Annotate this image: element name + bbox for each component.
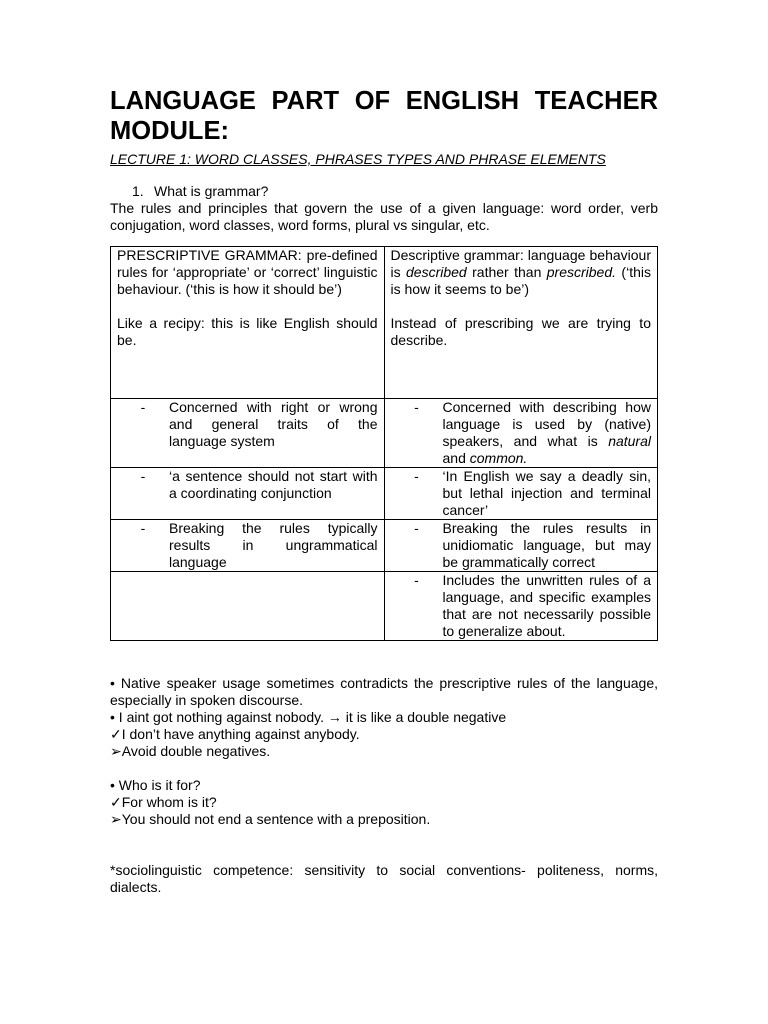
dash-item	[117, 399, 378, 450]
note-double-negative-example: • I aint got nothing against nobody. → it is like a double negative	[110, 709, 507, 725]
table-row-intro	[111, 247, 658, 399]
item-text	[443, 399, 652, 467]
emphasis-common: common.	[469, 450, 528, 466]
emphasis-prescribed: prescribed.	[546, 264, 617, 280]
text-run: Descriptive grammar: language behaviour is	[390, 247, 651, 280]
text-run: (‘this is how it seems to be’)	[390, 264, 651, 297]
prescriptive-definition: PRESCRIPTIVE GRAMMAR: pre-defined rules for ‘appropriate’ or ‘correct’ linguistic behaviour. (‘this is how it should be’)	[117, 247, 378, 297]
dash-item	[391, 520, 652, 571]
note-whom-form: ✓For whom is it?	[110, 794, 217, 810]
note-sociolinguistic: *sociolinguistic competence: sensitivity to social conventions- politeness, norms, dialects.	[110, 862, 658, 895]
table-cell-left-empty	[111, 572, 385, 641]
dash-bullet: -	[414, 572, 419, 588]
note-rule-double-negatives: ➢Avoid double negatives.	[110, 743, 271, 759]
dash-bullet: -	[414, 468, 419, 484]
table-row	[111, 520, 658, 572]
item-text: Breaking the rules typically results in ungrammatical language	[169, 520, 378, 570]
table-row	[111, 399, 658, 468]
lecture-heading: LECTURE 1: WORD CLASSES, PHRASES TYPES AND PHRASE ELEMENTS	[110, 151, 606, 167]
question-text: What is grammar?	[154, 183, 269, 199]
table-cell-right	[384, 399, 658, 468]
table-cell-left	[111, 520, 385, 572]
text-run: Concerned with describing how language is used by (native) speakers, and what is	[442, 399, 651, 449]
descriptive-cell	[384, 247, 658, 399]
item-text: Concerned with right or wrong and general traits of the language system	[169, 399, 378, 449]
descriptive-definition	[391, 247, 652, 298]
note-rule-preposition: ➢You should not end a sentence with a preposition.	[110, 811, 431, 827]
spacer	[110, 828, 658, 862]
dash-item	[117, 520, 378, 571]
dash-bullet: -	[140, 520, 146, 536]
item-text: Breaking the rules results in unidiomatic language, but may be grammatically correct	[442, 520, 651, 570]
table-cell-right	[384, 572, 658, 641]
document-page	[110, 86, 658, 896]
table-cell-right	[384, 520, 658, 572]
item-text: Includes the unwritten rules of a language, and specific examples that are not necessarily possible to generalize about.	[442, 572, 651, 639]
item-text: ‘In English we say a deadly sin, but lethal injection and terminal cancer’	[442, 468, 651, 518]
dash-item	[117, 468, 378, 502]
dash-item	[391, 572, 652, 640]
grammar-definition: The rules and principles that govern the use of a given language: word order, verb conjugation, word classes, word forms, plural vs singular, etc.	[110, 200, 658, 233]
spacer	[110, 760, 658, 777]
table-cell-left	[111, 399, 385, 468]
table-row	[111, 468, 658, 520]
note-correct-form: ✓I don’t have anything against anybody.	[110, 726, 360, 742]
note-native-usage: • Native speaker usage sometimes contradicts the prescriptive rules of the language, especially in spoken discourse.	[110, 675, 658, 708]
note-who-question: • Who is it for?	[110, 777, 201, 793]
dash-item	[391, 399, 652, 467]
table-row	[111, 572, 658, 641]
descriptive-example: Instead of prescribing we are trying to describe.	[390, 315, 651, 348]
emphasis-natural: natural	[608, 433, 651, 449]
table-cell-left	[111, 468, 385, 520]
table-cell-right	[384, 468, 658, 520]
grammar-comparison-table	[110, 246, 658, 641]
text-run: and	[442, 450, 470, 466]
dash-bullet: -	[140, 399, 146, 415]
item-text: ‘a sentence should not start with a coordinating conjunction	[169, 468, 378, 501]
dash-bullet: -	[414, 520, 419, 536]
prescriptive-example: Like a recipy: this is like English should be.	[117, 315, 378, 348]
notes-section	[110, 675, 658, 896]
emphasis-described: described	[406, 264, 467, 280]
question-number: 1.	[132, 183, 144, 199]
question-item	[110, 183, 658, 200]
prescriptive-cell	[111, 247, 385, 399]
dash-item	[391, 468, 652, 519]
text-run: rather than	[466, 264, 547, 280]
page-title: LANGUAGE PART OF ENGLISH TEACHER MODULE:	[110, 87, 658, 145]
dash-bullet: -	[140, 468, 146, 484]
dash-bullet: -	[414, 399, 419, 415]
